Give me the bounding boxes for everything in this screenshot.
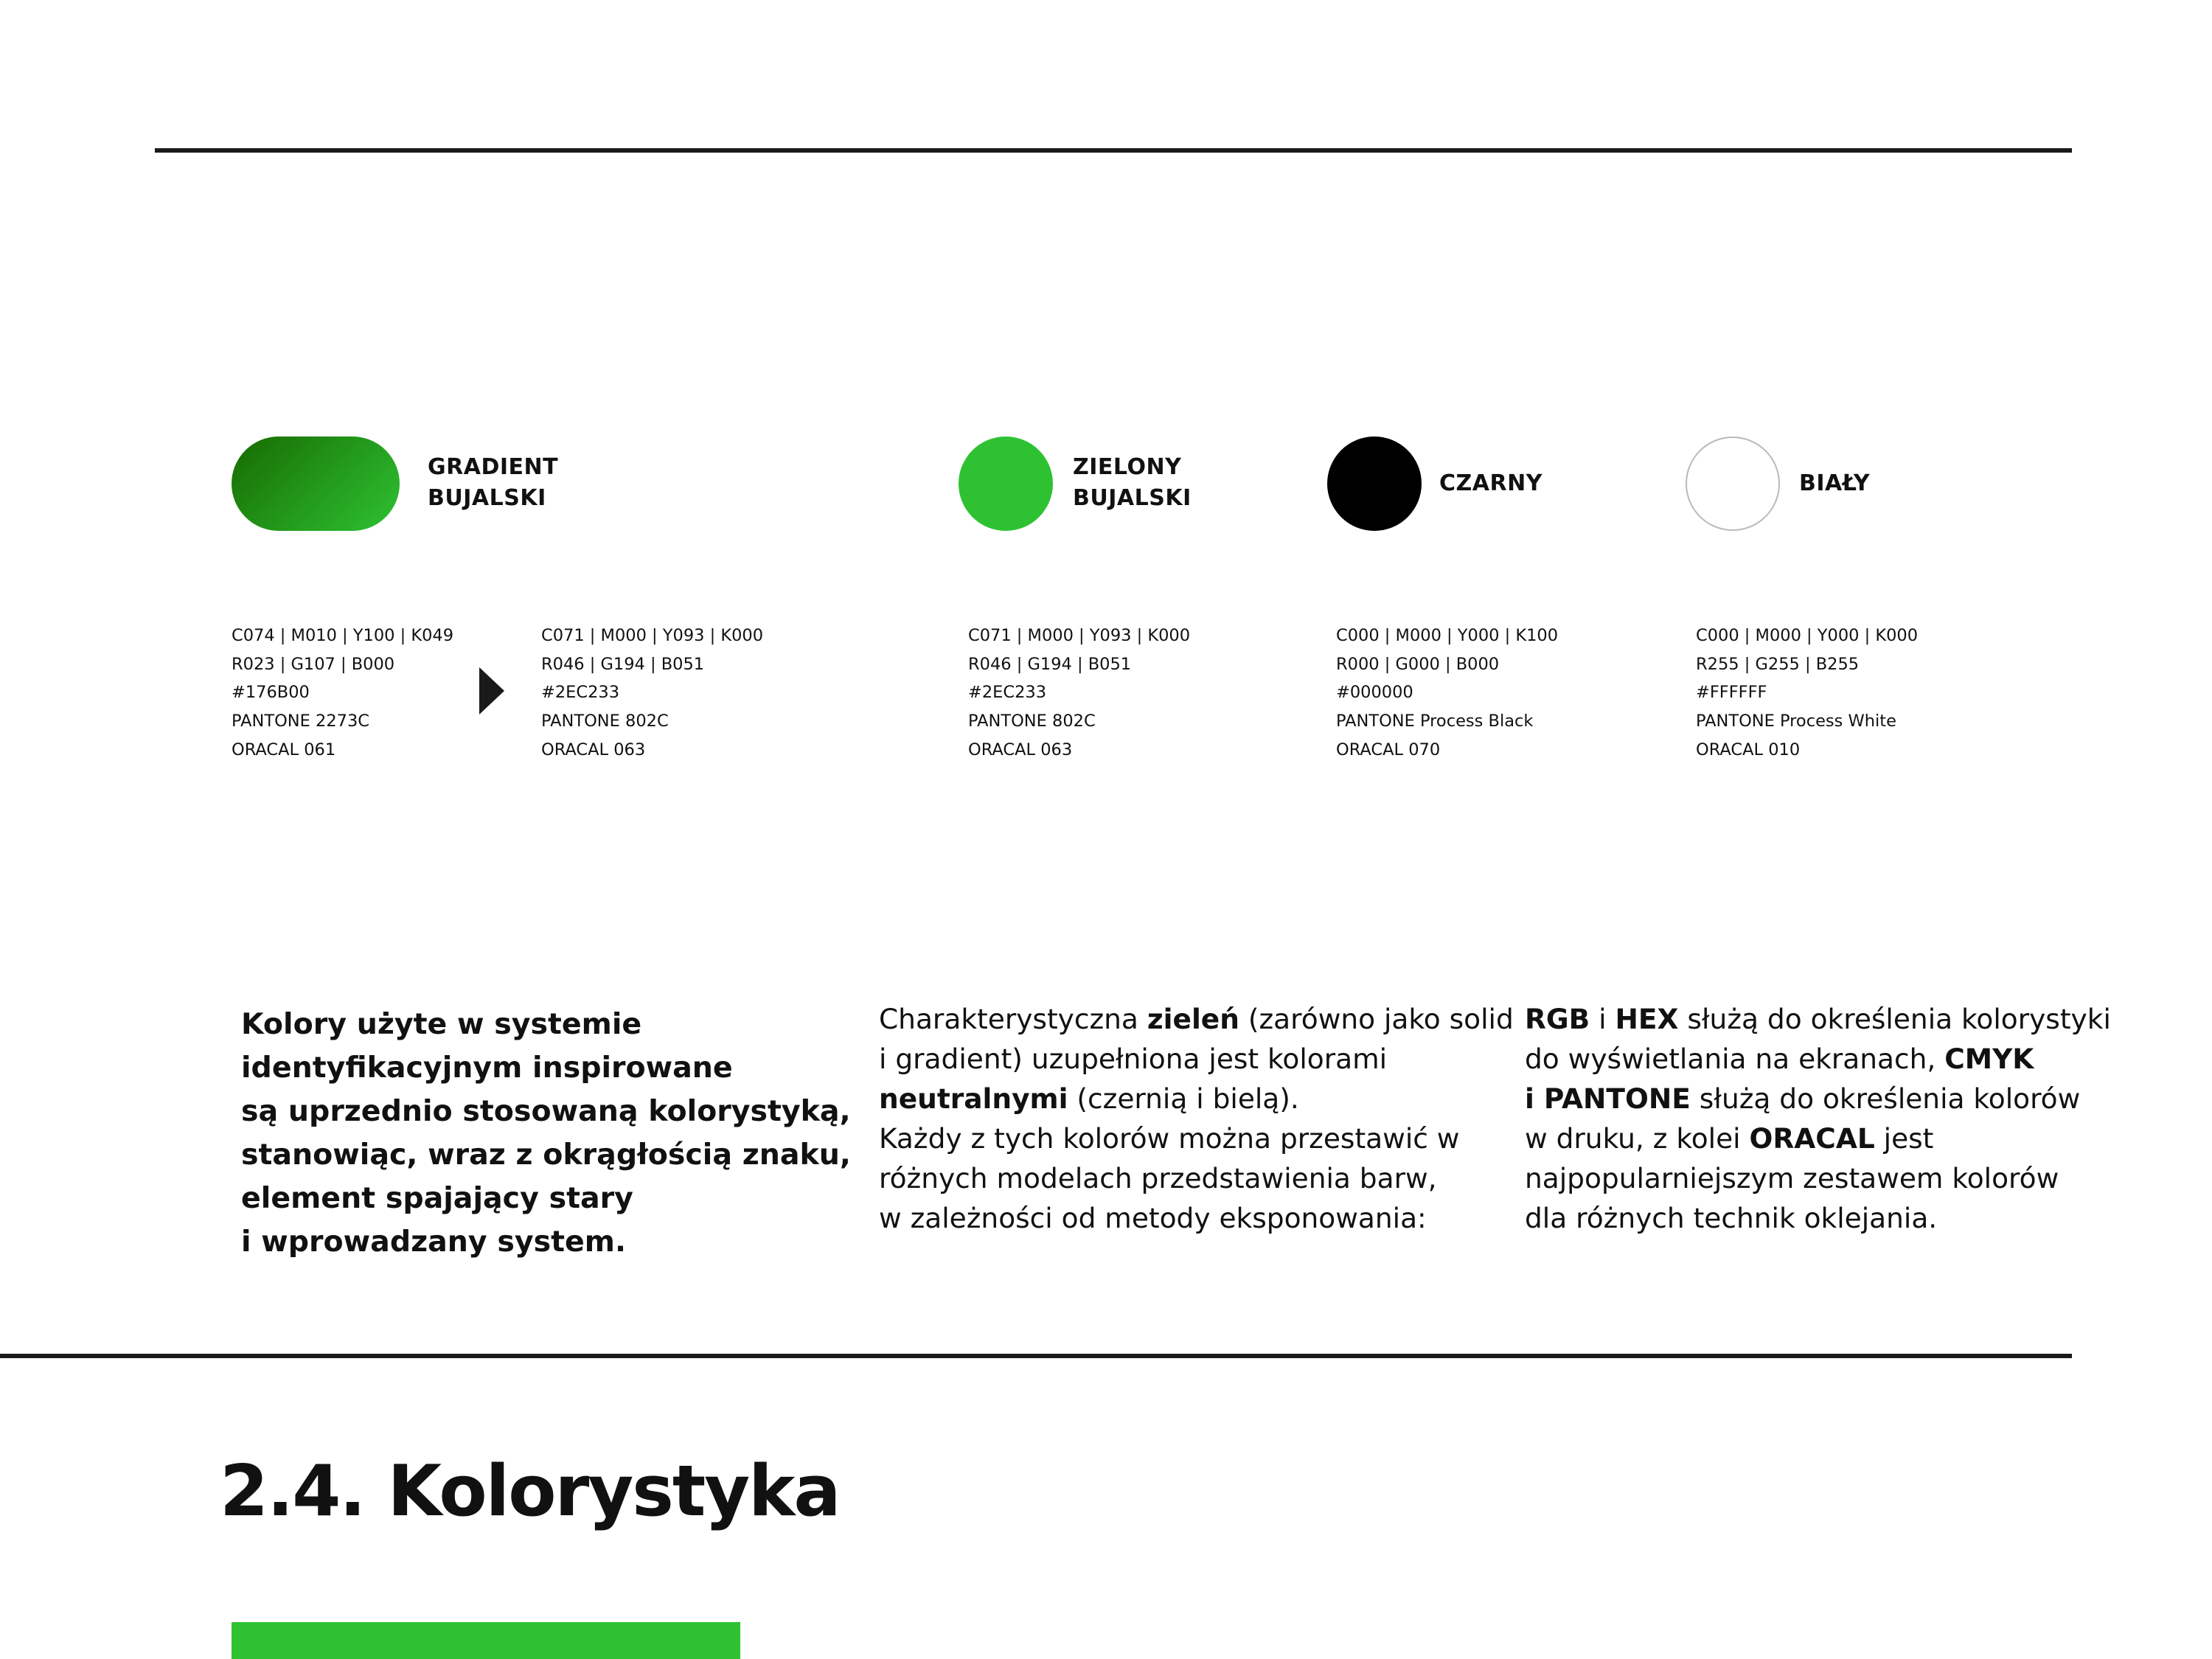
spec-pantone: PANTONE Process White — [1696, 712, 1896, 731]
green-color-block — [232, 1622, 740, 1659]
green-spec — [968, 622, 1190, 764]
intro-line: Kolory użyte w systemie — [241, 1007, 642, 1041]
green-label — [1073, 452, 1250, 514]
black-label: CZARNY — [1439, 470, 1543, 496]
emphasis-oracal: ORACAL — [1749, 1122, 1875, 1155]
spec-hex: #2EC233 — [541, 683, 620, 703]
gradient-end-spec — [541, 622, 763, 764]
intro-line: są uprzednio stosowaną kolorystyką, — [241, 1094, 851, 1128]
intro-line: element spajający stary — [241, 1181, 633, 1215]
green-label-line1: ZIELONY — [1073, 454, 1182, 480]
paragraph-line — [1525, 1119, 2085, 1158]
emphasis-rgb: RGB — [1525, 1003, 1590, 1035]
gradient-label-line2: BUJALSKI — [428, 485, 546, 511]
emphasis-neutral: neutralnymi — [879, 1082, 1068, 1115]
green-label-line2: BUJALSKI — [1073, 485, 1192, 511]
spec-cmyk: C071 | M000 | Y093 | K000 — [541, 626, 764, 645]
paragraph-line — [1525, 999, 2111, 1039]
white-swatch — [1686, 437, 1780, 531]
text-run: w druku, z kolei — [1525, 1122, 1750, 1155]
text-run: (zarówno jako solid — [1239, 1003, 1514, 1035]
intro-paragraph — [241, 1003, 851, 1264]
intro-line: identyfikacyjnym inspirowane — [241, 1051, 733, 1085]
spec-rgb: R023 | G107 | B000 — [232, 654, 395, 674]
paragraph-line: dla różnych technik oklejania. — [1525, 1202, 1938, 1234]
color-description-paragraph — [879, 999, 1514, 1238]
text-run: służą do określenia kolorów — [1690, 1082, 2081, 1115]
paragraph-line — [879, 999, 1514, 1039]
white-spec — [1696, 622, 1918, 764]
arrow-right-icon — [479, 667, 504, 714]
emphasis-cmyk: CMYK — [1944, 1043, 2034, 1075]
text-run: Charakterystyczna — [879, 1003, 1147, 1035]
section-heading: 2.4. Kolorystyka — [220, 1451, 840, 1532]
spec-hex: #FFFFFF — [1696, 683, 1767, 703]
spec-cmyk: C000 | M000 | Y000 | K000 — [1696, 626, 1919, 645]
paragraph-line: najpopularniejszym zestawem kolorów — [1525, 1162, 2059, 1194]
spec-cmyk: C071 | M000 | Y093 | K000 — [968, 626, 1191, 645]
spec-rgb: R046 | G194 | B051 — [541, 654, 705, 674]
spec-pantone: PANTONE Process Black — [1336, 712, 1534, 731]
spec-rgb: R046 | G194 | B051 — [968, 654, 1132, 674]
text-run: do wyświetlania na ekranach, — [1525, 1043, 1945, 1075]
paragraph-line — [879, 1079, 1484, 1119]
section-rule — [0, 1354, 2072, 1358]
spec-pantone: PANTONE 2273C — [232, 712, 369, 731]
spec-hex: #176B00 — [232, 683, 310, 703]
spec-oracal: ORACAL 061 — [232, 740, 336, 759]
spec-hex: #000000 — [1336, 683, 1413, 703]
spec-oracal: ORACAL 070 — [1336, 740, 1441, 759]
paragraph-line: i gradient) uzupełniona jest kolorami — [879, 1043, 1388, 1075]
black-spec — [1336, 622, 1558, 764]
white-label: BIAŁY — [1799, 470, 1871, 496]
black-swatch — [1327, 437, 1422, 531]
intro-line: stanowiąc, wraz z okrągłością znaku, — [241, 1138, 851, 1172]
gradient-start-spec — [232, 622, 453, 764]
emphasis-hex: HEX — [1615, 1003, 1679, 1035]
spec-oracal: ORACAL 063 — [541, 740, 646, 759]
spec-pantone: PANTONE 802C — [541, 712, 669, 731]
emphasis-pantone: i PANTONE — [1525, 1082, 1691, 1115]
spec-cmyk: C074 | M010 | Y100 | K049 — [232, 626, 454, 645]
paragraph-line — [1525, 1079, 2085, 1119]
intro-line: i wprowadzany system. — [241, 1225, 626, 1259]
emphasis-green: zieleń — [1147, 1003, 1239, 1035]
paragraph-line — [1525, 1039, 2085, 1079]
spec-rgb: R255 | G255 | B255 — [1696, 654, 1860, 674]
spec-hex: #2EC233 — [968, 683, 1047, 703]
text-run: jest — [1874, 1122, 1934, 1155]
spec-rgb: R000 | G000 | B000 — [1336, 654, 1500, 674]
text-run: służą do określenia kolorystyki — [1678, 1003, 2111, 1035]
paragraph-line: różnych modelach przedstawienia barw, — [879, 1162, 1437, 1194]
text-run: i — [1590, 1003, 1615, 1035]
green-swatch — [959, 437, 1053, 531]
spec-oracal: ORACAL 063 — [968, 740, 1073, 759]
paragraph-line: w zależności od metody eksponowania: — [879, 1202, 1427, 1234]
top-rule — [155, 148, 2072, 153]
spec-cmyk: C000 | M000 | Y000 | K100 — [1336, 626, 1559, 645]
text-run: (czernią i bielą). — [1068, 1082, 1299, 1115]
spec-oracal: ORACAL 010 — [1696, 740, 1801, 759]
color-models-paragraph — [1525, 999, 2111, 1238]
gradient-label-line1: GRADIENT — [428, 454, 559, 480]
gradient-swatch — [232, 437, 400, 531]
gradient-label — [428, 452, 605, 514]
spec-pantone: PANTONE 802C — [968, 712, 1096, 731]
paragraph-line: Każdy z tych kolorów można przestawić w — [879, 1122, 1460, 1155]
